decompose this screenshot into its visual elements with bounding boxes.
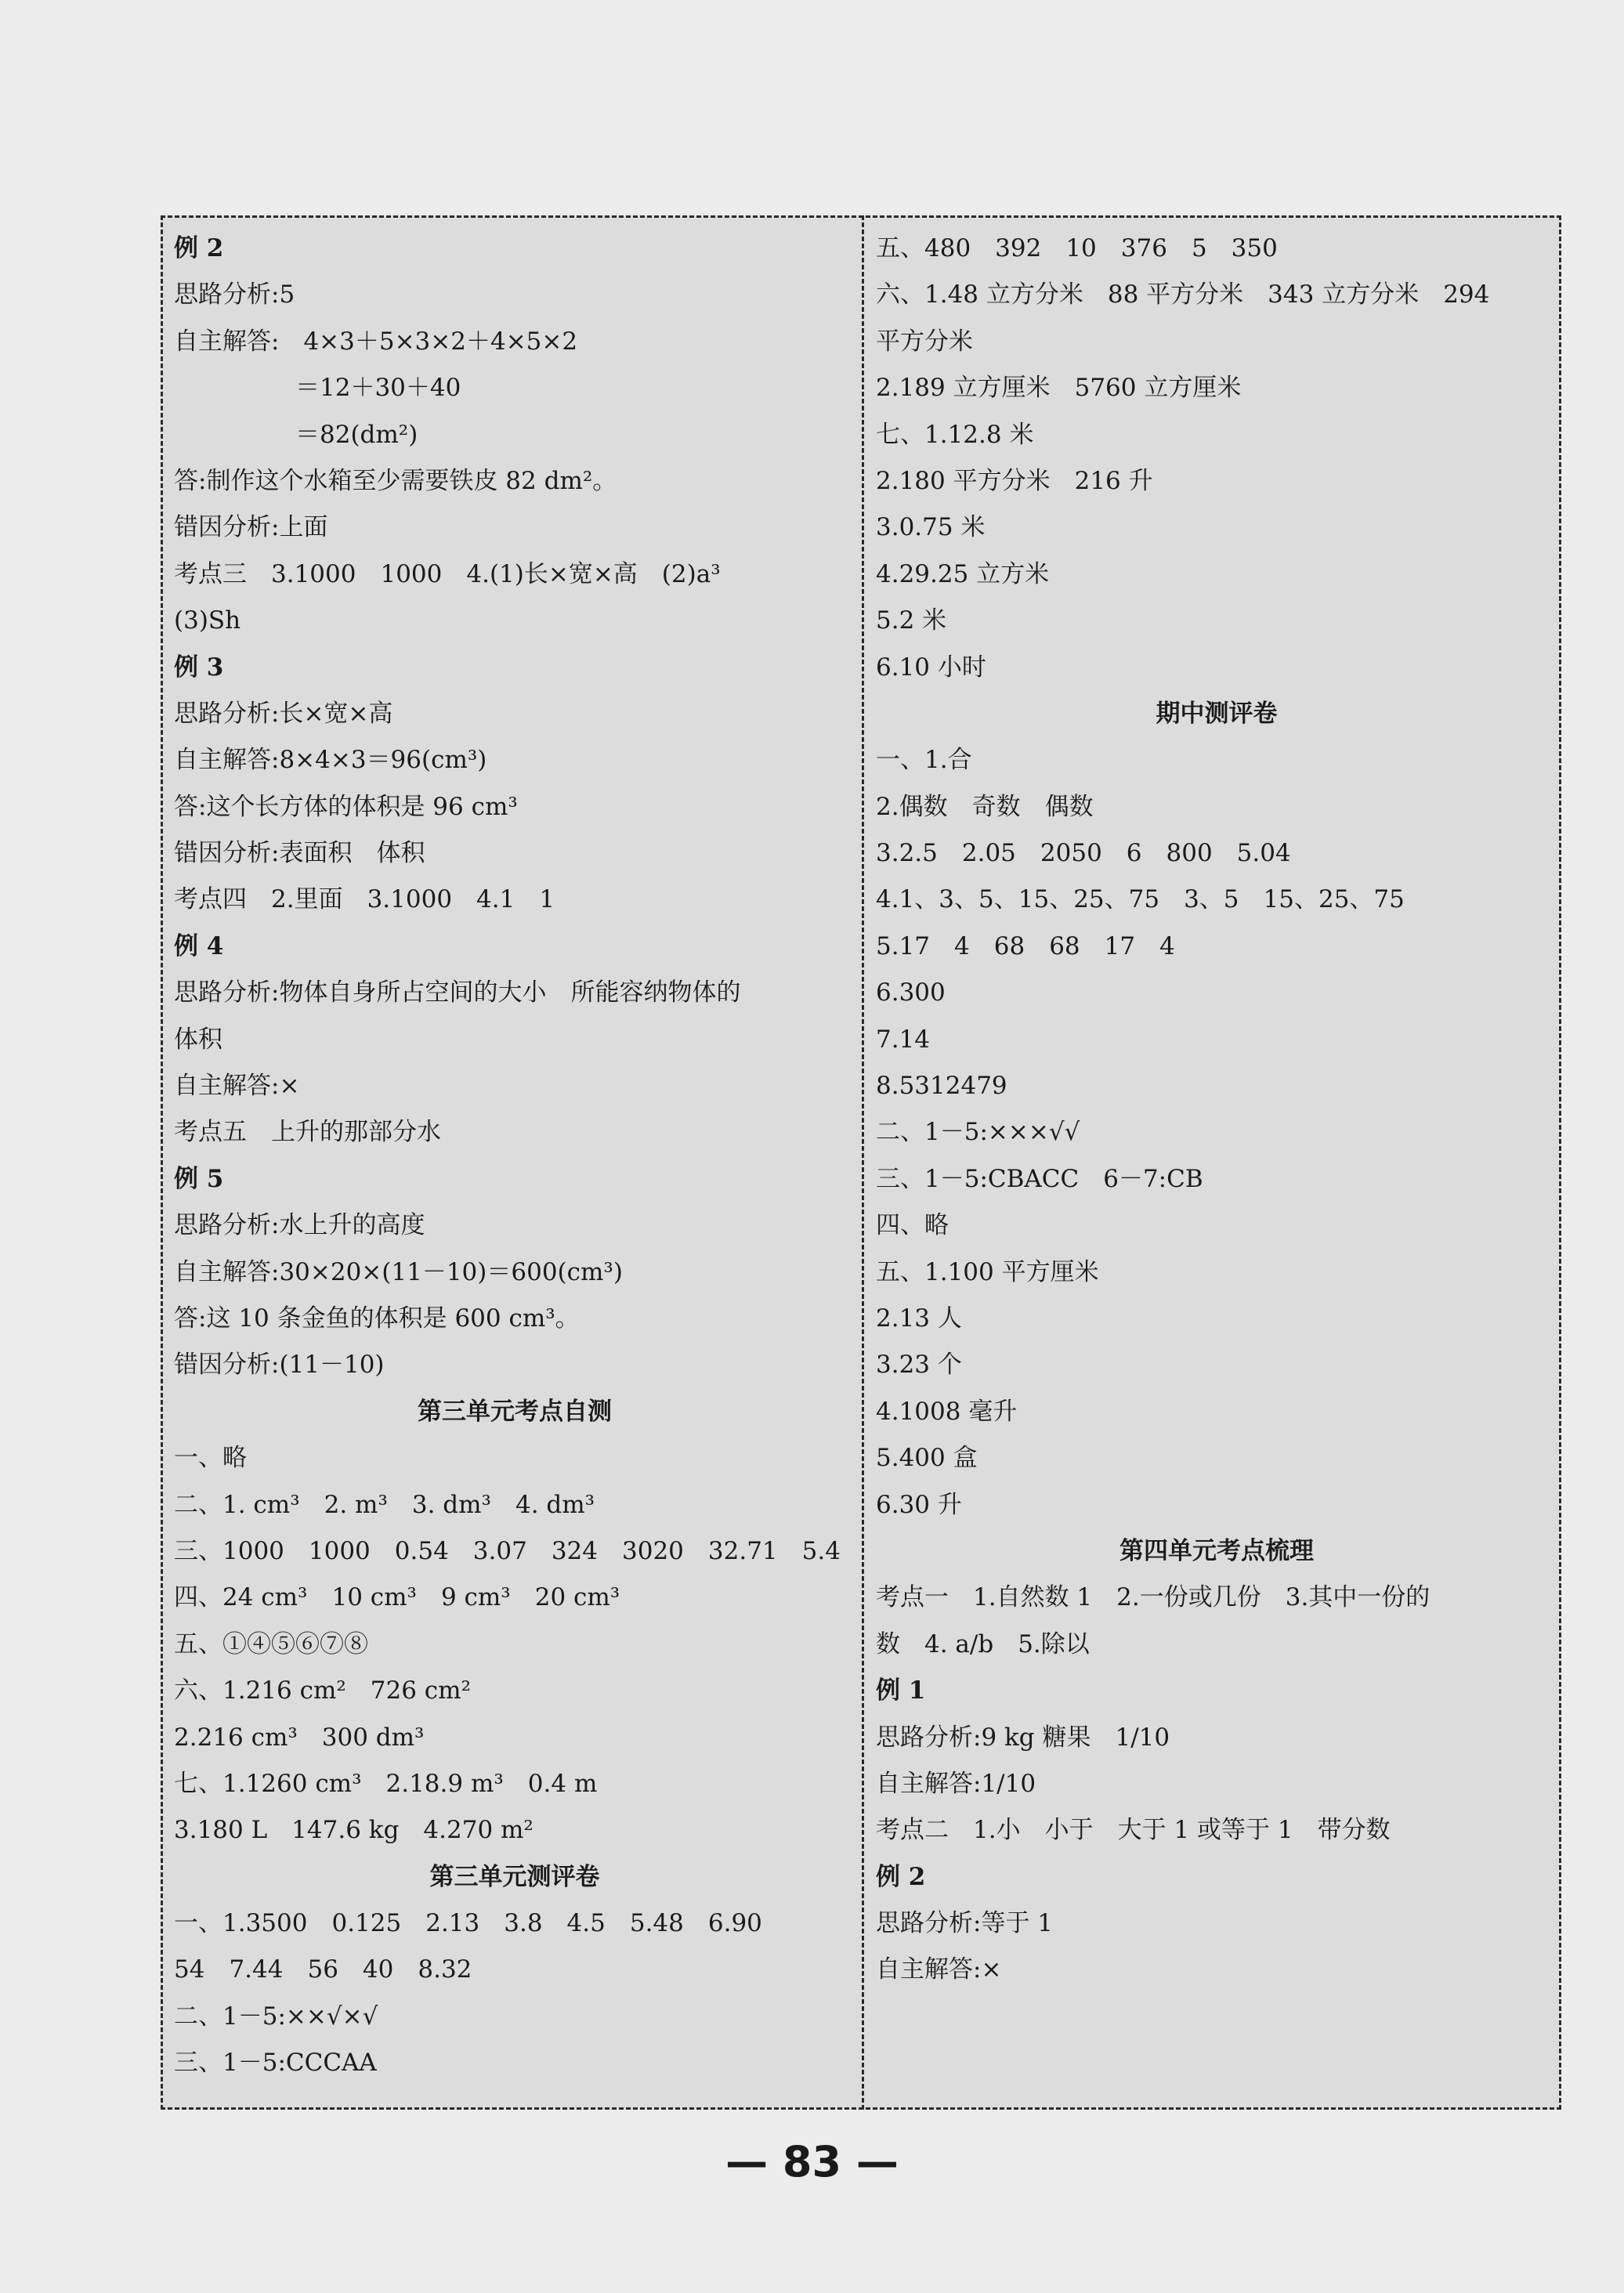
right-line: 6.300 xyxy=(876,978,946,1007)
right-line: 3.23 个 xyxy=(876,1351,962,1380)
right-line: 一、1.合 xyxy=(876,746,972,775)
right-line: 2.偶数 奇数 偶数 xyxy=(876,792,1094,821)
left-line: (3)Sh xyxy=(174,606,241,635)
right-line: 4.1008 毫升 xyxy=(876,1397,1018,1426)
right-line: 七、1.12.8 米 xyxy=(876,420,1034,449)
right-line: 5.17 4 68 68 17 4 xyxy=(876,931,1175,960)
left-line: 自主解答: 4×3＋5×3×2＋4×5×2 xyxy=(174,327,578,356)
left-line: 答:这 10 条金鱼的体积是 600 cm³。 xyxy=(174,1304,580,1333)
left-line: 答:这个长方体的体积是 96 cm³ xyxy=(174,792,518,821)
section-heading: 期中测评卷 xyxy=(1156,699,1278,728)
left-line: 54 7.44 56 40 8.32 xyxy=(174,1955,472,1984)
right-line: 5.2 米 xyxy=(876,606,947,635)
right-line: 2.13 人 xyxy=(876,1304,962,1333)
left-line: 错因分析:(11－10) xyxy=(174,1351,385,1380)
section-heading: 第三单元测评卷 xyxy=(429,1862,600,1891)
right-line: 2.180 平方分米 216 升 xyxy=(876,466,1153,495)
section-heading: 第四单元考点梳理 xyxy=(1119,1536,1314,1565)
right-line: 3.2.5 2.05 2050 6 800 5.04 xyxy=(876,839,1291,868)
right-line: 例 1 xyxy=(876,1676,926,1705)
left-line: 思路分析:物体自身所占空间的大小 所能容纳物体的 xyxy=(174,978,741,1007)
right-line: 平方分米 xyxy=(876,327,973,356)
left-line: 自主解答:8×4×3＝96(cm³) xyxy=(174,746,487,775)
left-line: 思路分析:长×宽×高 xyxy=(174,699,393,728)
right-line: 4.1、3、5、15、25、75 3、5 15、25、75 xyxy=(876,885,1405,914)
left-line: 七、1.1260 cm³ 2.18.9 m³ 0.4 m xyxy=(174,1769,598,1798)
left-line: 2.216 cm³ 300 dm³ xyxy=(174,1723,425,1752)
right-line: 8.5312479 xyxy=(876,1072,1007,1101)
left-line: 思路分析:5 xyxy=(174,280,295,309)
left-line: 三、1－5:CCCAA xyxy=(174,2049,377,2078)
right-line: 5.400 盒 xyxy=(876,1444,978,1473)
left-line: 错因分析:表面积 体积 xyxy=(174,839,425,868)
right-line: 2.189 立方厘米 5760 立方厘米 xyxy=(876,374,1242,403)
left-line: 四、24 cm³ 10 cm³ 9 cm³ 20 cm³ xyxy=(174,1583,620,1612)
left-line: 考点三 3.1000 1000 4.(1)长×宽×高 (2)a³ xyxy=(174,559,721,588)
right-line: 7.14 xyxy=(876,1025,931,1054)
right-line: 考点二 1.小 小于 大于 1 或等于 1 带分数 xyxy=(876,1816,1391,1845)
right-line: 五、480 392 10 376 5 350 xyxy=(876,234,1278,262)
left-line: 例 5 xyxy=(174,1164,224,1193)
left-line: 例 4 xyxy=(174,931,224,960)
left-line: 错因分析:上面 xyxy=(174,513,328,542)
right-line: 自主解答:1/10 xyxy=(876,1769,1036,1798)
right-line: 三、1－5:CBACC 6－7:CB xyxy=(876,1164,1203,1193)
left-line: 体积 xyxy=(174,1025,222,1054)
left-column xyxy=(174,226,855,2087)
left-line: 考点五 上升的那部分水 xyxy=(174,1118,441,1147)
left-line: 六、1.216 cm² 726 cm² xyxy=(174,1676,471,1705)
right-line: 六、1.48 立方分米 88 平方分米 343 立方分米 294 xyxy=(876,280,1490,309)
left-line: 五、①④⑤⑥⑦⑧ xyxy=(174,1629,368,1658)
right-line: 例 2 xyxy=(876,1862,926,1891)
column-divider xyxy=(862,215,864,2110)
right-line: 二、1－5:×××√√ xyxy=(876,1118,1080,1147)
left-line: 一、1.3500 0.125 2.13 3.8 4.5 5.48 6.90 xyxy=(174,1909,762,1938)
left-line: ＝12＋30＋40 xyxy=(174,374,461,403)
left-line: ＝82(dm²) xyxy=(174,420,418,449)
right-line: 四、略 xyxy=(876,1211,949,1240)
section-heading: 第三单元考点自测 xyxy=(418,1397,612,1426)
right-line: 3.0.75 米 xyxy=(876,513,986,542)
right-column xyxy=(876,226,1557,1994)
left-line: 三、1000 1000 0.54 3.07 324 3020 32.71 5.4 xyxy=(174,1536,841,1565)
right-line: 数 4. a/b 5.除以 xyxy=(876,1629,1090,1658)
left-line: 自主解答:× xyxy=(174,1072,300,1101)
right-line: 6.30 升 xyxy=(876,1490,962,1519)
left-line: 答:制作这个水箱至少需要铁皮 82 dm²。 xyxy=(174,466,617,495)
right-line: 自主解答:× xyxy=(876,1955,1002,1984)
page-number: — 83 — xyxy=(725,2137,899,2186)
right-line: 6.10 小时 xyxy=(876,653,986,682)
right-line: 4.29.25 立方米 xyxy=(876,559,1050,588)
left-line: 例 3 xyxy=(174,653,224,682)
right-line: 思路分析:等于 1 xyxy=(876,1909,1054,1938)
left-line: 二、1. cm³ 2. m³ 3. dm³ 4. dm³ xyxy=(174,1490,595,1519)
right-line: 思路分析:9 kg 糖果 1/10 xyxy=(876,1723,1170,1752)
left-line: 考点四 2.里面 3.1000 4.1 1 xyxy=(174,885,555,914)
left-line: 3.180 L 147.6 kg 4.270 m² xyxy=(174,1816,533,1845)
right-line: 考点一 1.自然数 1 2.一份或几份 3.其中一份的 xyxy=(876,1583,1430,1612)
left-line: 自主解答:30×20×(11－10)＝600(cm³) xyxy=(174,1257,623,1286)
left-line: 二、1－5:××√×√ xyxy=(174,2002,378,2031)
right-line: 五、1.100 平方厘米 xyxy=(876,1257,1099,1286)
left-line: 一、略 xyxy=(174,1444,247,1473)
left-line: 思路分析:水上升的高度 xyxy=(174,1211,425,1240)
left-line: 例 2 xyxy=(174,234,224,262)
